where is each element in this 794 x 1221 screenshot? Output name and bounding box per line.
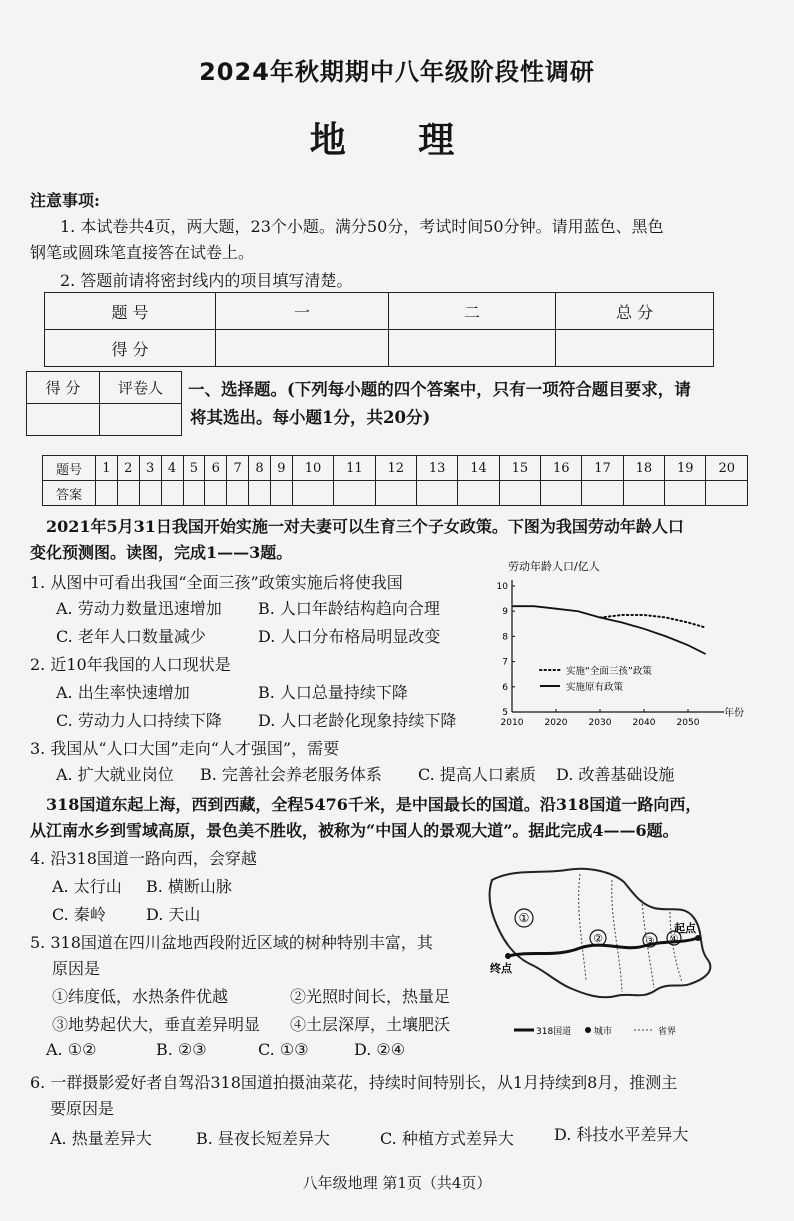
q4-option-c: C. 秦岭 (52, 905, 106, 924)
route-318-map (484, 860, 720, 1045)
region-label: ① (518, 911, 530, 925)
q5-option-b: B. ②③ (156, 1040, 207, 1059)
answer-grid-number: 19 (665, 456, 706, 481)
q5-option-c: C. ①③ (258, 1040, 309, 1059)
labor-population-chart (478, 556, 744, 740)
q2-option-b: B. 人口总量持续下降 (258, 683, 408, 702)
q1-option-a: A. 劳动力数量迅速增加 (56, 599, 222, 618)
answer-grid-number: 1 (96, 456, 118, 481)
score-cell: 得 分 (45, 330, 216, 367)
answer-input-cell[interactable] (458, 481, 499, 506)
q6-stem-1: 6. 一群摄影爱好者自驾沿318国道拍摄油菜花，持续时间特别长，从1月持续到8月，推测主 (30, 1073, 678, 1092)
y-tick-label: 8 (502, 632, 508, 643)
q5-stem-2: 原因是 (52, 959, 101, 978)
q6-option-a: A. 热量差异大 (50, 1129, 152, 1148)
series-line-1 (512, 606, 706, 654)
answer-grid-number: 6 (205, 456, 227, 481)
q5-option-d: D. ②④ (354, 1040, 406, 1059)
answer-grid-number: 12 (375, 456, 416, 481)
q3-stem: 3. 我国从“人口大国”走向“人才强国”，需要 (30, 739, 340, 758)
legend-route-label: 318国道 (536, 1027, 572, 1037)
score-cell: 二 (389, 293, 556, 330)
grader-input-cell[interactable] (27, 404, 100, 436)
answer-grid-number: 7 (227, 456, 249, 481)
x-tick-label: 2020 (544, 718, 568, 728)
answer-grid (42, 455, 748, 506)
q2-stem: 2. 近10年我国的人口现状是 (30, 655, 231, 674)
q5-statement-1: ①纬度低，水热条件优越 (52, 987, 229, 1006)
grader-label: 得 分 (27, 372, 100, 404)
map-label-end: 终点 (490, 962, 512, 975)
grader-label: 评卷人 (100, 372, 182, 404)
answer-input-cell[interactable] (205, 481, 227, 506)
x-axis-label: 年份 (724, 708, 744, 719)
score-input-cell[interactable] (556, 330, 714, 367)
y-tick-label: 6 (502, 682, 508, 693)
region-label: ④ (669, 934, 679, 945)
q5-option-a: A. ①② (46, 1040, 97, 1059)
answer-input-cell[interactable] (249, 481, 271, 506)
y-tick-label: 9 (502, 607, 508, 618)
q4-option-a: A. 太行山 (52, 877, 122, 896)
q4-stem: 4. 沿318国道一路向西，会穿越 (30, 849, 257, 868)
grader-input-cell[interactable] (100, 404, 182, 436)
answer-input-cell[interactable] (227, 481, 249, 506)
start-point-marker (695, 935, 701, 941)
answer-grid-number: 16 (541, 456, 582, 481)
answer-input-cell[interactable] (416, 481, 457, 506)
answer-grid-number: 20 (706, 456, 748, 481)
answer-input-cell[interactable] (706, 481, 748, 506)
section-heading-2: 将其选出。每小题1分，共20分) (190, 408, 431, 427)
note-1a: 1. 本试卷共4页，两大题，23个小题。满分50分，考试时间50分钟。请用蓝色、黑色 (60, 217, 664, 236)
q2-option-a: A. 出生率快速增加 (56, 683, 190, 702)
note-2: 2. 答题前请将密封线内的项目填写清楚。 (60, 271, 353, 290)
answer-grid-label: 答案 (43, 481, 96, 506)
grader-box (26, 371, 182, 436)
answer-input-cell[interactable] (499, 481, 540, 506)
answer-grid-number: 11 (334, 456, 375, 481)
q1-option-b: B. 人口年龄结构趋向合理 (258, 599, 440, 618)
answer-input-cell[interactable] (139, 481, 161, 506)
legend-border-label: 省界 (658, 1027, 677, 1037)
answer-grid-number: 8 (249, 456, 271, 481)
q5-statement-3: ③地势起伏大，垂直差异明显 (52, 1015, 261, 1034)
q3-option-a: A. 扩大就业岗位 (56, 765, 174, 784)
answer-input-cell[interactable] (334, 481, 375, 506)
q3-option-d: D. 改善基础设施 (556, 765, 675, 784)
x-tick-label: 2050 (676, 718, 700, 728)
answer-input-cell[interactable] (183, 481, 205, 506)
answer-input-cell[interactable] (161, 481, 183, 506)
section-heading-1: 一、选择题。(下列每小题的四个答案中，只有一项符合题目要求，请 (188, 380, 691, 399)
q1-option-d: D. 人口分布格局明显改变 (258, 627, 441, 646)
end-point-marker (505, 953, 511, 959)
y-tick-label: 7 (502, 657, 508, 668)
q2-option-c: C. 劳动力人口持续下降 (56, 711, 222, 730)
q6-option-c: C. 种植方式差异大 (380, 1129, 514, 1148)
legend-label: 实施原有政策 (566, 682, 624, 693)
answer-grid-number: 18 (623, 456, 664, 481)
q1-stem: 1. 从图中可看出我国“全面三孩”政策实施后将使我国 (30, 573, 403, 592)
y-tick-label: 10 (496, 582, 508, 592)
legend-city-swatch (585, 1027, 591, 1033)
score-input-cell[interactable] (389, 330, 556, 367)
score-cell: 题 号 (45, 293, 216, 330)
note-1b: 钢笔或圆珠笔直接答在试卷上。 (30, 243, 255, 262)
x-tick-label: 2040 (632, 718, 656, 728)
answer-input-cell[interactable] (117, 481, 139, 506)
answer-input-cell[interactable] (271, 481, 293, 506)
answer-input-cell[interactable] (665, 481, 706, 506)
q2-option-d: D. 人口老龄化现象持续下降 (258, 711, 457, 730)
answer-grid-number: 5 (183, 456, 205, 481)
intro-2-line2: 从江南水乡到雪域高原，景色美不胜收，被称为“中国人的景观大道”。据此完成4——6题。 (30, 821, 679, 840)
q6-stem-2: 要原因是 (50, 1099, 115, 1118)
map-label-start: 起点 (674, 922, 696, 935)
region-label: ② (593, 932, 603, 945)
q1-option-c: C. 老年人口数量减少 (56, 627, 206, 646)
answer-grid-number: 10 (292, 456, 333, 481)
score-input-cell[interactable] (216, 330, 389, 367)
answer-input-cell[interactable] (582, 481, 623, 506)
answer-grid-number: 3 (139, 456, 161, 481)
answer-input-cell[interactable] (623, 481, 664, 506)
answer-grid-number: 14 (458, 456, 499, 481)
answer-grid-label: 题号 (43, 456, 96, 481)
intro-2-line1: 318国道东起上海，西到西藏，全程5476千米，是中国最长的国道。沿318国道一路向西， (46, 795, 702, 814)
x-tick-label: 2010 (500, 718, 524, 728)
answer-grid-number: 17 (582, 456, 623, 481)
subject-title: 地 理 (309, 119, 485, 161)
answer-grid-number: 4 (161, 456, 183, 481)
q5-statement-4: ④土层深厚，土壤肥沃 (290, 1015, 451, 1034)
legend-city-label: 城市 (594, 1027, 613, 1037)
score-cell: 一 (216, 293, 389, 330)
score-table (44, 292, 714, 367)
q3-option-b: B. 完善社会养老服务体系 (200, 765, 382, 784)
notes-heading: 注意事项: (30, 191, 100, 210)
intro-1-line1: 2021年5月31日我国开始实施一对夫妻可以生育三个子女政策。下图为我国劳动年龄人口 (46, 517, 684, 536)
q4-option-d: D. 天山 (146, 905, 201, 924)
answer-grid-number: 15 (499, 456, 540, 481)
answer-grid-number: 13 (416, 456, 457, 481)
region-label: ③ (645, 936, 655, 947)
answer-grid-number: 9 (271, 456, 293, 481)
x-tick-label: 2030 (588, 718, 612, 728)
q5-stem-1: 5. 318国道在四川盆地西段附近区域的树种特别丰富，其 (30, 933, 433, 952)
legend-label: 实施“全面三孩”政策 (566, 666, 652, 677)
q5-statement-2: ②光照时间长，热量足 (290, 987, 451, 1006)
answer-grid-number: 2 (117, 456, 139, 481)
chart-ylabel: 劳动年龄人口/亿人 (508, 560, 600, 573)
q4-option-b: B. 横断山脉 (146, 877, 232, 896)
page-footer: 八年级地理 第1页（共4页） (302, 1174, 492, 1192)
answer-input-cell[interactable] (96, 481, 118, 506)
answer-input-cell[interactable] (292, 481, 333, 506)
q6-option-d: D. 科技水平差异大 (554, 1125, 689, 1144)
answer-input-cell[interactable] (541, 481, 582, 506)
exam-title: 2024年秋期期中八年级阶段性调研 (199, 58, 595, 86)
q3-option-c: C. 提高人口素质 (418, 765, 536, 784)
q6-option-b: B. 昼夜长短差异大 (196, 1129, 330, 1148)
y-tick-label: 5 (502, 708, 508, 718)
score-cell: 总 分 (556, 293, 714, 330)
answer-input-cell[interactable] (375, 481, 416, 506)
intro-1-line2: 变化预测图。读图，完成1——3题。 (30, 543, 293, 562)
